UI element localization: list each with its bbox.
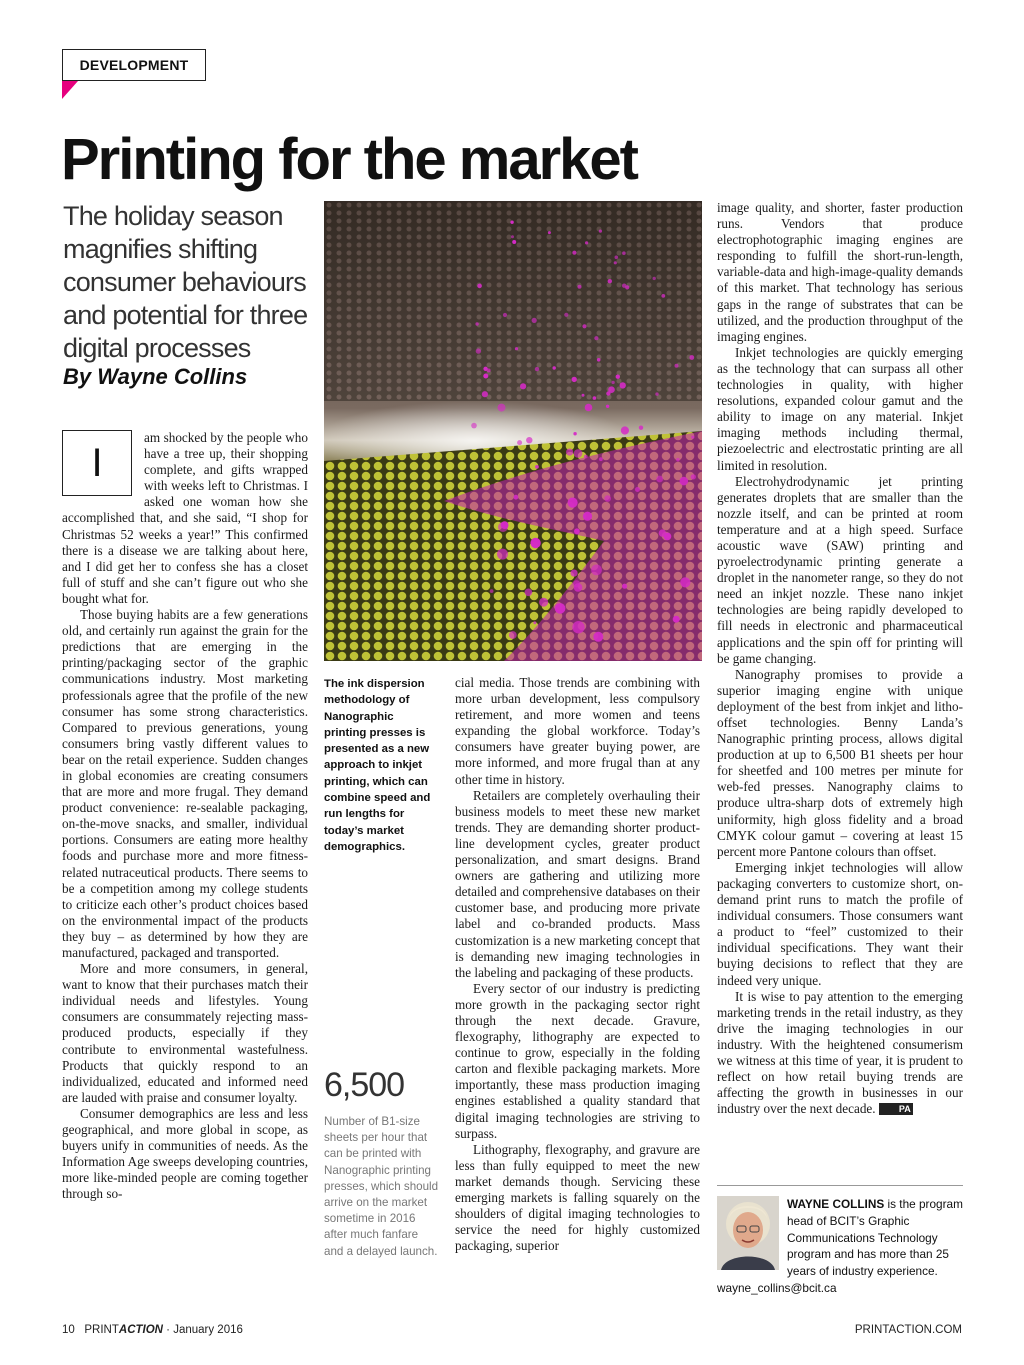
section-tag-accent — [62, 81, 78, 99]
photo-caption: The ink dispersion methodology of Nanographic printing presses is presented as a new approach to inkjet printing, which can combine speed and run lengths for today’s market demographics. — [324, 678, 431, 853]
article-column-3 — [455, 675, 700, 1254]
article-column-4 — [717, 200, 963, 1117]
article-column-1 — [62, 430, 308, 1203]
footer-brand — [84, 1324, 163, 1336]
paragraph: Lithography, flexography, and gravure are less than fully equipped to meet the new market demands though. Servicing these emerging markets is falling squarely on the shoulders of digital imaging technologies to service the need for highly customized packaging, superior — [455, 1141, 700, 1254]
paragraph — [717, 989, 963, 1118]
paragraph: Electrohydrodynamic jet printing generates droplets that are smaller than the nozzle itself, and can be printed at room temperature and at a high speed. Surface acoustic wave (SAW) printing and pyroelectrodynamic printing generate a droplet in the nanometer range, so they do not need an inkjet nozzle. These nano inkjet technologies are being rapidly developed to fill needs in electronic and pharmaceutical applications and the spin off for printing will be game changing. — [717, 473, 963, 666]
footer-folio — [62, 1324, 243, 1336]
paragraph: Those buying habits are a few generations old, and certainly run against the grain for the predictions that are emerging in the printing/packaging sector of the graphic communications industry. Most marketing professionals agree that the profile of the new consumer has some strong characteristics. Compared to previous generations, young consumers bring vastly different values to bear on the retail experience. Sudden changes in global economies are creating consumers that are more and more frugal. They demand product convenience: re-sealable packaging, on-the-move snacks, and smaller, individual portions. Consumers are eating more healthy foods and purchase more and more fitness-related nutraceutical products. There seems to be a competition among my college students to criticize each other’s product choices based on the environmental impact of the products they buy – as determined by how they are manufactured, packaged and transported. — [62, 607, 308, 960]
paragraph-text: It is wise to pay attention to the emerging marketing trends in the retail industry, as they drive the imaging technologies in our industry. With the heightened consumerism we witness at this time of year, it is prudent to reflect on how retail buying trends are affecting the growth in businesses in our industry over the next decade. — [717, 988, 963, 1117]
section-tag: DEVELOPMENT — [62, 49, 206, 81]
paragraph: Consumer demographics are less and less geographical, and more global in scope, as buyers unify in communities of needs. As the Information Age sweeps developing countries, more like-minded people are coming together through so- — [62, 1105, 308, 1202]
paragraph: More and more consumers, in general, want to know that their purchases match their individual needs and lifestyles. Young consumers are consummately rejecting mass-produced products, especially if they contribute to environmental wastefulness. Products that quickly respond to an individualized, educated and informed need are lauded with praise and consumer loyalty. — [62, 961, 308, 1105]
pull-stat-number: 6,500 — [324, 1066, 405, 1104]
footer-brand-bold: ACTION — [118, 1324, 163, 1336]
paragraph: Inkjet technologies are quickly emerging as the technology that can surpass all other technologies in quality, with higher resolutions, expanded colour gamut and the ability to image on any material. Inkjet imaging methods including thermal, piezoelectric and electrostatic printing are all limited in resolution. — [717, 344, 963, 473]
paragraph: Retailers are completely overhauling their business models to meet these new market trends. They are demanding shorter product-line development cycles, greater product personalization, and smart designs. Brand owners are gathering and utilizing more detailed and comprehensive databases on their customer base, and producing more private label and co-branded products. Mass customization is a new marketing concept that is demanding new imaging technologies in the labeling and packaging of these products. — [455, 787, 700, 980]
deck: The holiday season magnifies shifting consumer behaviours and potential for three digital processes — [63, 201, 308, 363]
paragraph: image quality, and shorter, faster production runs. Vendors that produce electrophotographic imaging engines are responding to fulfill the short-run-length, variable-data and high-image-quality demands of this market. That technology has serious gaps in the range of substrates that can be utilized, and the production throughput of the imaging engines. — [717, 200, 963, 344]
drop-cap: I — [62, 430, 132, 496]
author-bio — [717, 1196, 963, 1297]
nanography-photo — [324, 201, 702, 661]
footer-brand-plain: PRINT — [84, 1324, 119, 1336]
author-bio-text: is the program head of BCIT’s Graphic Communications Technology program and has more than 25 years of industry experience. wayne_collins@bcit.ca — [717, 1197, 963, 1295]
author-name: WAYNE COLLINS — [787, 1197, 885, 1211]
paragraph: cial media. Those trends are combining with more urban development, less compulsory retirement, and more women and teens expanding the global workforce. Today’s consumers have greater buying power, are more informed, and more frugal than at any other time in history. — [455, 675, 700, 787]
headline: Printing for the market — [61, 127, 637, 192]
footer-website: PRINTACTION.COM — [854, 1324, 962, 1336]
paragraph: am shocked by the people who have a tree up, their shopping complete, and gifts wrapped with weeks left to Christmas. I asked one woman how she accomplished that, and she said, “I shop for Christmas 52 weeks a year!” This confirmed there is a disease we are talking about here, and I did get her to confess she has a closet full of stuff and she can’t figure out who she bought what for. — [62, 430, 308, 606]
pull-stat-text: Number of B1-size sheets per hour that can be printed with Nanographic printing presses, which should arrive on the market sometime in 2016 after much fanfare and a delayed launch. — [324, 1115, 439, 1258]
paragraph: Emerging inkjet technologies will allow packaging converters to customize short, on-demand print runs to match the profile of individual consumers. Those consumers want a product to “feel” customized to their individual specifications. They want their buying decisions to reflect that they are indeed very unique. — [717, 859, 963, 988]
end-mark-icon: PA — [879, 1103, 913, 1115]
page-number: 10 — [62, 1324, 75, 1336]
byline: By Wayne Collins — [63, 364, 248, 389]
bio-divider — [717, 1185, 963, 1186]
footer-date: · January 2016 — [162, 1324, 243, 1336]
paragraph: Every sector of our industry is predicting more growth in the packaging sector right through the next decade. Gravure, flexography, lithography are expected to continue to grow, especially in the folding carton and flexible packaging markets. More importantly, these mass production imaging engines established a quality standard that digital imaging technologies are striving to surpass. — [455, 980, 700, 1141]
paragraph: Nanography promises to provide a superior imaging engine with unique deployment of the best from inkjet and litho-offset technologies. Benny Landa’s Nanographic printing process, allows digital production at up to 6,500 B1 sheets per hour for sheetfed and 100 metres per minute for web-fed presses. Nanography claims to produce ultra-sharp dots of extremely high uniformity, high gloss fidelity and a broad CMYK colour gamut – covering at least 15 percent more Pantone colours than offset. — [717, 666, 963, 859]
